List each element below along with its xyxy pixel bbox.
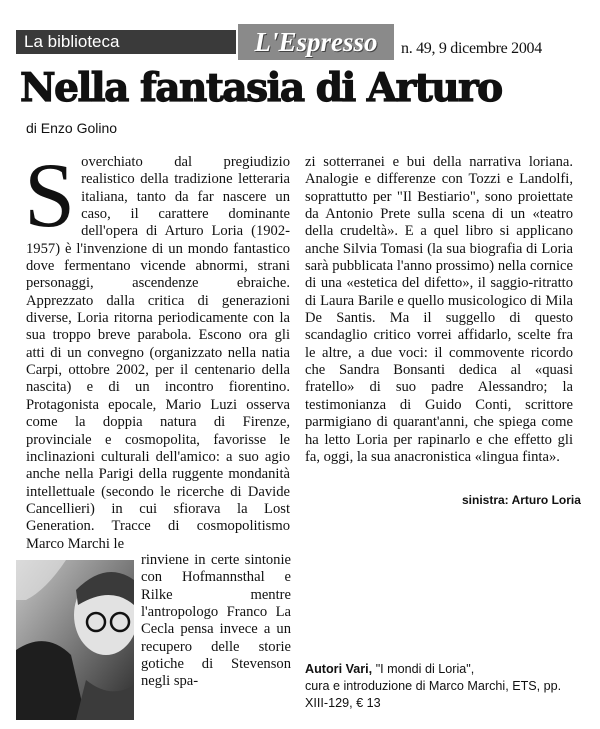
magazine-logo: L'Espresso (238, 24, 394, 60)
article-column-1 (24, 144, 290, 553)
column-1-text: overchiato dal pregiudizio realistico della tradizione letteraria italiana, tanto da far nascere un caso, il carattere dominante dell'opera di Arturo Loria (1902-1957) è l'invenzione di un mondo fantastico dove fermentano vicende abnormi, strani personaggi, ascendenze ebraiche. Apprezzato dalla critica di generazioni diverse, Loria ritorna periodicamente con la sua troppo breve parabola. Escono ora gli atti di un convegno (organizzato nella natia Carpi, ottobre 2002, per il centenario della nascita) e di un incontro fiorentino. Protagonista epocale, Mario Luzi osserva come la doppia natura di Firenze, provinciale e cosmopolita, favorisse le inclinazioni culturali dell'amico: a suo agio anche nella Parigi della ruggente mondanità intellettuale (secondo le ricerche di Davide Cancellieri) in cui sfiorava la Lost Generation. Tracce di cosmopolitismo Marco Marchi le (26, 154, 290, 552)
column-2-text: zi sotterranei e bui della narrativa loriana. Analogie e differenze con Tozzi e Landolfi, soprattutto per "Il Bestiario", sono proiettate da Antonio Prete sulla scena di un «teatro della crudeltà». E a quel libro si applicano anche Silvia Tomasi (la sua biografia di Loria sarà pubblicata l'anno prossimo) nella cornice di una «estetica del difetto», il saggio-ritratto di Laura Barile e quello musicologico di Mila De Santis. Ma il suggello di questo scandaglio critico vorrei affidarlo, scelte fra le altre, a due voci: il commovente ricordo che Sandra Bonsanti dedica al «quasi fratello» di suo padre Alessandro; la testimonianza di Guido Conti, scrittore parmigiano di quarant'anni, che spiega come ha letto Loria per rapinarlo e che effetto gli fa, oggi, la sua anacronistica «lingua finta». (305, 154, 573, 465)
book-authors: Autori Vari, (305, 662, 373, 676)
article-title: Nella fantasia di Arturo (20, 65, 502, 111)
drop-cap: S (24, 144, 76, 246)
column-1-wrap-text: rinviene in certe sintonie con Hofmannsthal e Rilke mentre l'antropologo Franco La Cecla pensa invece a un recupero delle storie gotiche di Stevenson negli spa- (141, 552, 291, 690)
section-label: La biblioteca (16, 30, 236, 54)
article-column-2 (305, 154, 573, 466)
book-title: "I mondi di Loria", (375, 662, 475, 676)
photo-caption: sinistra: Arturo Loria (462, 493, 581, 507)
issue-date: n. 49, 9 dicembre 2004 (401, 40, 542, 57)
book-details: cura e introduzione di Marco Marchi, ETS, pp. XIII-129, € 13 (305, 679, 562, 710)
article-column-1-wrap (141, 552, 291, 691)
byline: di Enzo Golino (26, 120, 118, 136)
author-photo (16, 560, 134, 720)
book-info (305, 661, 585, 712)
